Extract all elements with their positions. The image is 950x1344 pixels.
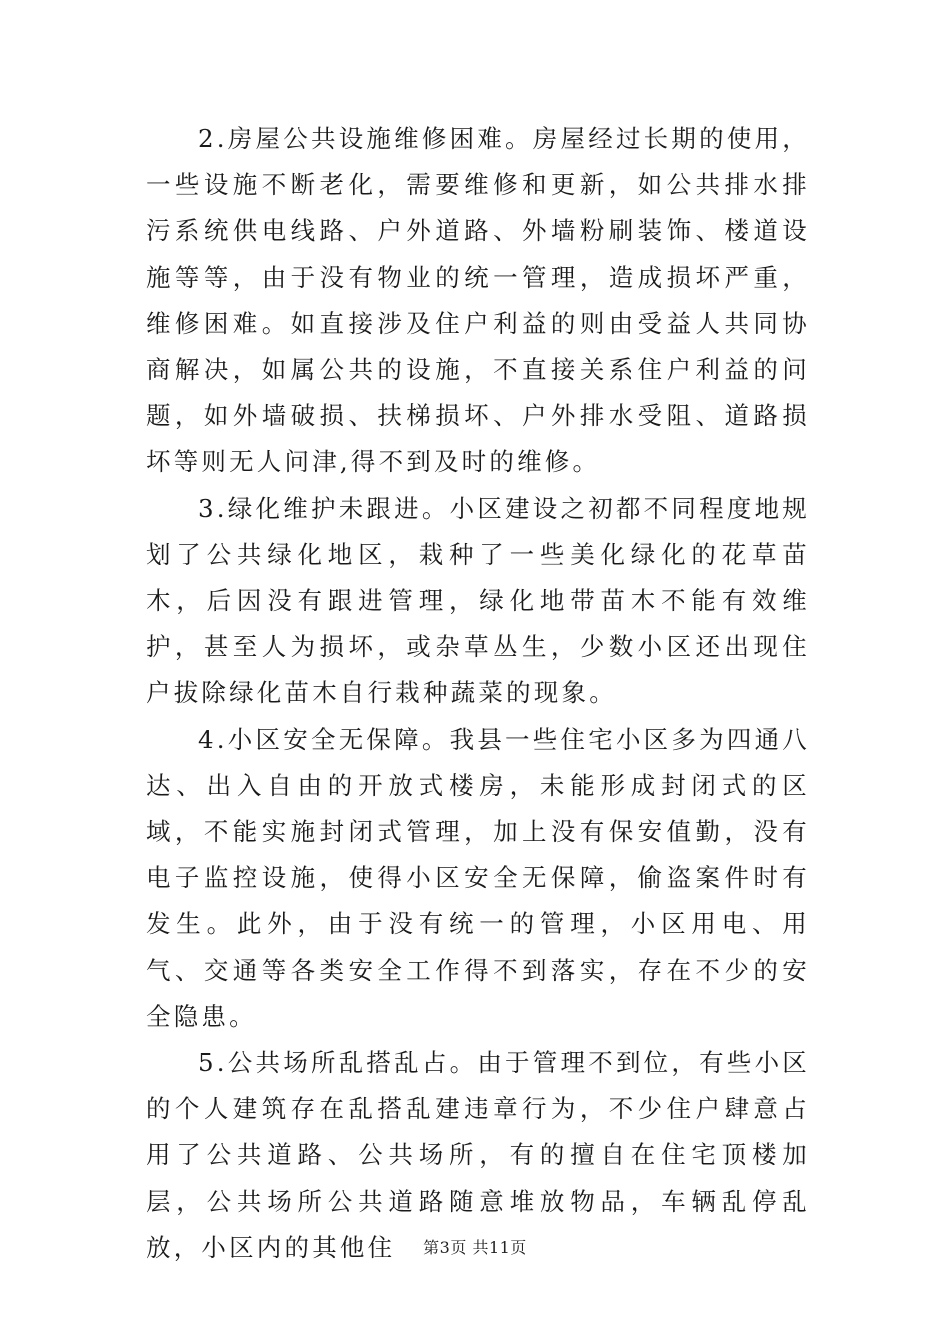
page-number-footer: 第3页 共11页 [423,1238,527,1257]
paragraph-public-space-occupation: 5.公共场所乱搭乱占。由于管理不到位，有些小区的个人建筑存在乱搭乱建违章行为，不少住户肆意占用了公共道路、公共场所，有的擅自在住宅顶楼加层，公共场所公共道路随意堆放物品，车辆乱停乱放，小区内的其他住 [146,1048,810,1262]
paragraph-greening-maintenance: 3.绿化维护未跟进。小区建设之初都不同程度地规划了公共绿化地区，栽种了一些美化绿化的花草苗木，后因没有跟进管理，绿化地带苗木不能有效维护，甚至人为损坏，或杂草丛生，少数小区还出现住户拔除绿化苗木自行栽种蔬菜的现象。 [146,493,810,708]
paragraph-community-security: 4.小区安全无保障。我县一些住宅小区多为四通八达、出入自由的开放式楼房，未能形成封闭式的区域，不能实施封闭式管理，加上没有保安值勤，没有电子监控设施，使得小区安全无保障，偷盗案件时有发生。此外，由于没有统一的管理，小区用电、用气、交通等各类安全工作得不到落实，存在不少的安全隐患。 [146,724,810,1031]
paragraph-repair-difficulty: 2.房屋公共设施维修困难。房屋经过长期的使用，一些设施不断老化，需要维修和更新，如公共排水排污系统供电线路、户外道路、外墙粉刷装饰、楼道设施等等，由于没有物业的统一管理，造成损坏严重，维修困难。如直接涉及住户利益的则由受益人共同协商解决，如属公共的设施，不直接关系住户利益的问题，如外墙破损、扶梯损坏、户外排水受阻、道路损坏等则无人问津,得不到及时的维修。 [146,124,810,477]
document-body [146,116,810,1271]
